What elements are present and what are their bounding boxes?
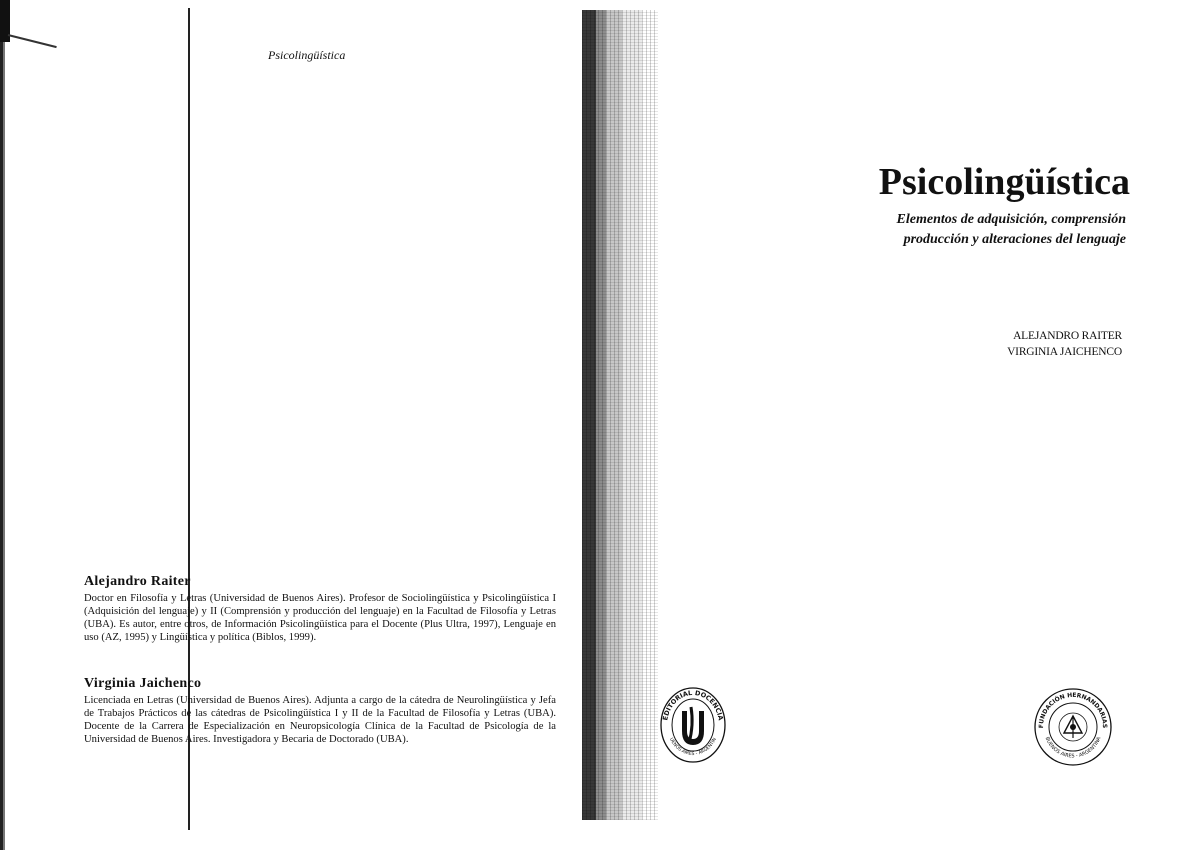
editorial-logo-ring-text: EDITORIAL DOCENCIA xyxy=(661,688,725,722)
scan-left-edge xyxy=(0,0,7,850)
running-header: Psicolingüística xyxy=(268,48,346,62)
author-bio-text: Doctor en Filosofía y Letras (Universidad de Buenos Aires). Profesor de Sociolingüística y Psicolingüística I (Adquisición del lenguaje) y II (Comprensión y producción del lenguaje) en la Facultad de Filosofía y Letras (UBA). Es autor, entre otros, de Información Psicolingüística para el Docente (Plus Ultra, 1997), Lenguaje en uso (AZ, 1995) y Lingüística y política (Biblos, 1999). xyxy=(84,593,556,643)
author-bio-name: Alejandro Raiter xyxy=(84,574,191,589)
fundacion-hernandarias-seal xyxy=(1032,686,1114,768)
cover-subtitle xyxy=(790,210,1126,250)
author-bio xyxy=(84,574,556,644)
cover-subtitle-line: producción y alteraciones del lenguaje xyxy=(903,232,1126,247)
author-bio xyxy=(84,676,556,746)
cover-title: Psicolingüística xyxy=(878,161,1130,203)
book-spine-shadow xyxy=(582,10,658,820)
author-bio-text: Licenciada en Letras (Universidad de Buenos Aires). Adjunta a cargo de la cátedra de Neurolingüística y Jefa de Trabajos Prácticos de las cátedras de Psicolingüística I y II de la Facultad de Filosofía y Letras (UBA). Docente de la Carrera de Especialización en Neuropsicología Clínica de la Facultad de Psicología de la Universidad de Buenos Aires. Investigadora y Becaria de Doctorado (UBA). xyxy=(84,695,556,745)
fundacion-seal-bottom-text: BUENOS AIRES - ARGENTINA xyxy=(1043,736,1103,760)
scan-scratch-mark xyxy=(8,34,57,48)
editorial-docencia-logo xyxy=(658,685,728,765)
cover-authors xyxy=(900,328,1122,360)
author-bio-name: Virginia Jaichenco xyxy=(84,676,202,691)
editorial-logo-bottom-text: UENOS AIRES - ARGENTIN xyxy=(668,737,718,758)
cover-subtitle-line: Elementos de adquisición, comprensión xyxy=(896,212,1126,227)
cover-author: VIRGINIA JAICHENCO xyxy=(1007,346,1122,358)
cover-author: ALEJANDRO RAITER xyxy=(1013,330,1122,342)
fundacion-seal-ring-text: FUNDACIÓN HERNANDARIAS xyxy=(1037,691,1109,729)
